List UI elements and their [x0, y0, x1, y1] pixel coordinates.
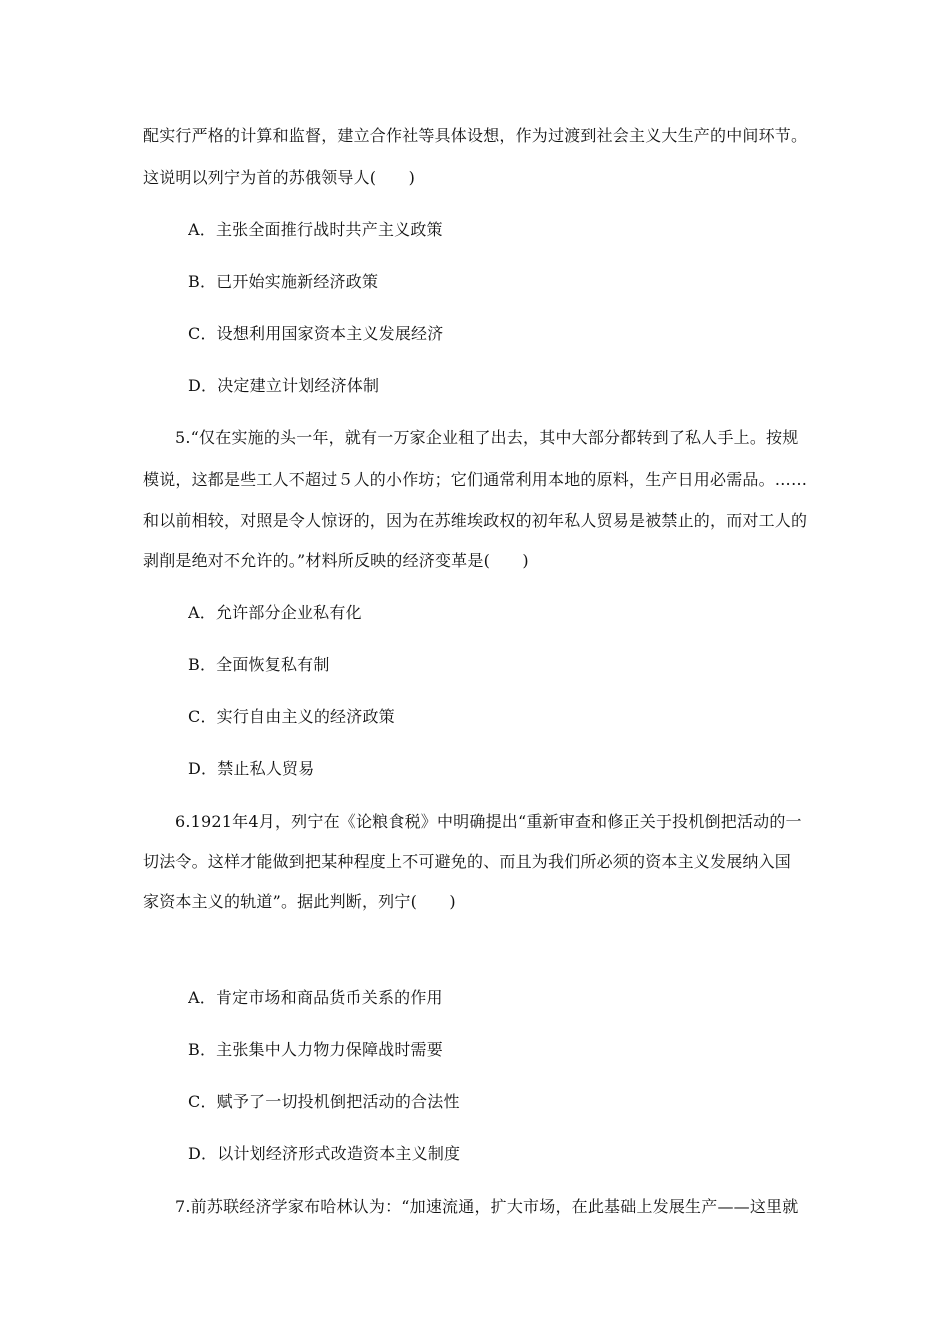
q6-stem-line-3: 家资本主义的轨道”。据此判断，列宁( ) — [143, 892, 456, 911]
q5-stem-line-1: 5.“仅在实施的头一年，就有一万家企业租了出去，其中大部分都转到了私人手上。按规 — [175, 428, 799, 447]
intro-line-2: 这说明以列宁为首的苏俄领导人( ) — [143, 168, 416, 187]
intro-line-1: 配实行严格的计算和监督，建立合作社等具体设想，作为过渡到社会主义大生产的中间环节。 — [143, 126, 808, 145]
q5-stem-line-3: 和以前相较，对照是令人惊讶的，因为在苏维埃政权的初年私人贸易是被禁止的，而对工人的 — [143, 511, 808, 530]
q6-option-b: B．主张集中人力物力保障战时需要 — [188, 1040, 443, 1059]
q6-stem-line-2: 切法令。这样才能做到把某种程度上不可避免的、而且为我们所必须的资本主义发展纳入国 — [143, 852, 792, 871]
q4-option-c: C．设想利用国家资本主义发展经济 — [188, 324, 444, 343]
q6-option-c: C．赋予了一切投机倒把活动的合法性 — [188, 1092, 460, 1111]
q4-option-a: A．主张全面推行战时共产主义政策 — [188, 220, 443, 239]
q5-option-c: C．实行自由主义的经济政策 — [188, 707, 395, 726]
q4-option-b: B．已开始实施新经济政策 — [188, 272, 379, 291]
q4-option-d: D．决定建立计划经济体制 — [188, 376, 380, 395]
q5-option-a: A．允许部分企业私有化 — [188, 603, 362, 622]
q5-option-b: B．全面恢复私有制 — [188, 655, 330, 674]
q5-stem-line-4: 剥削是绝对不允许的。”材料所反映的经济变革是( ) — [143, 551, 529, 570]
q6-option-a: A．肯定市场和商品货币关系的作用 — [188, 988, 443, 1007]
q6-option-d: D．以计划经济形式改造资本主义制度 — [188, 1144, 461, 1163]
q5-option-d: D．禁止私人贸易 — [188, 759, 315, 778]
q6-stem-line-1: 6.1921年4月，列宁在《论粮食税》中明确提出“重新审查和修正关于投机倒把活动的一 — [175, 812, 802, 831]
q5-stem-line-2: 模说，这都是些工人不超过５人的小作坊；它们通常利用本地的原料，生产日用必需品。…… — [143, 470, 808, 489]
q7-stem-line-1: 7.前苏联经济学家布哈林认为：“加速流通，扩大市场，在此基础上发展生产——这里就 — [175, 1197, 799, 1216]
